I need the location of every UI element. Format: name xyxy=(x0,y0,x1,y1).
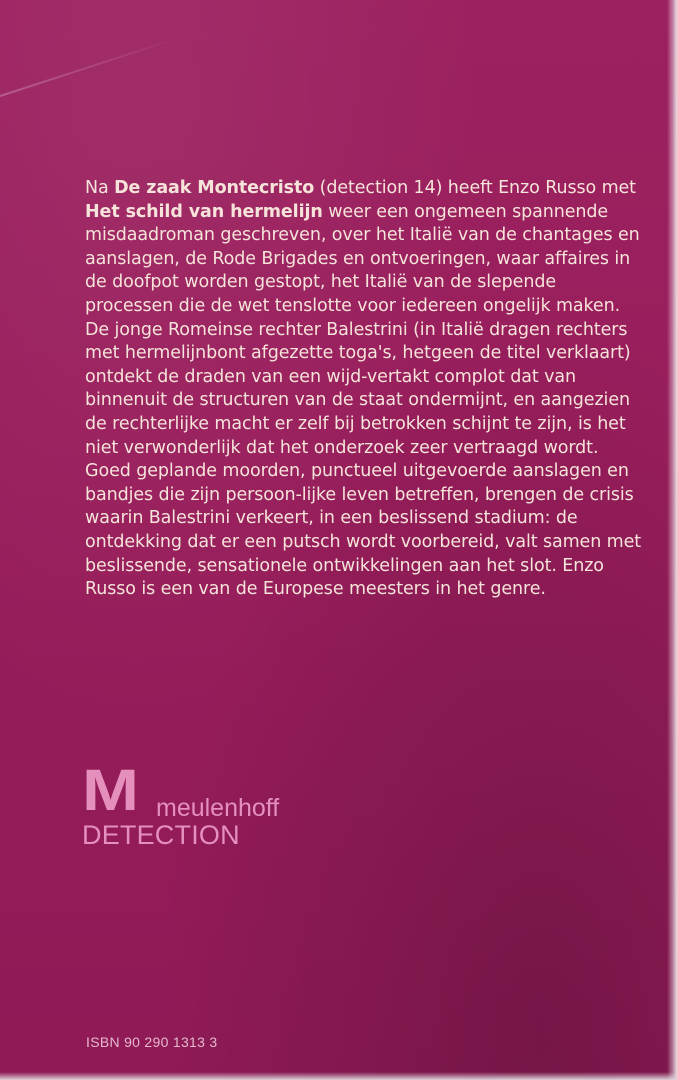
isbn-number: ISBN 90 290 1313 3 xyxy=(86,1034,218,1050)
page-edge-right xyxy=(667,0,677,1080)
blurb-paragraph-1 xyxy=(85,177,645,319)
blurb-text-run: Na xyxy=(85,178,115,198)
logo-publisher-name: meulenhoff xyxy=(156,794,280,822)
cover-crease xyxy=(0,36,181,97)
logo-letter: M xyxy=(82,758,140,823)
book-title: Het schild van hermelijn xyxy=(85,201,323,222)
publisher-logo xyxy=(82,758,342,857)
logo-series-name: DETECTION xyxy=(82,820,240,850)
page-edge-bottom xyxy=(0,1072,677,1080)
blurb-text xyxy=(85,177,645,602)
book-title-reference: De zaak Montecristo xyxy=(114,178,315,198)
blurb-text-run: (detection 14) heeft Enzo Russo met xyxy=(314,178,636,198)
blurb-text-run: weer een ongemeen spannende misdaadroman geschreven, over het Italië van de chantages en aanslagen, de Rode Brigades en ontvoeringen, waar affaires in de doofpot worden gestopt, het Italië van de slepende processen die de wet tenslotte voor iedereen ongelijk maken. xyxy=(85,201,640,316)
blurb-paragraph-2: De jonge Romeinse rechter Balestrini (in Italië dragen rechters met hermelijnbont afgezette toga's, hetgeen de titel verklaart) ontdekt de draden van een wijd-vertakt complot dat van binnenuit de structuren van de staat ondermijnt, en aangezien de rechterlijke macht er zelf bij betrokken schijnt te zijn, is het niet verwonderlijk dat het onderzoek zeer vertraagd wordt. Goed geplande moorden, punctueel uitgevoerde aanslagen en bandjes die zijn persoon-lijke leven betreffen, brengen de crisis waarin Balestrini verkeert, in een beslissend stadium: de ontdekking dat er een putsch wordt voorbereid, valt samen met beslissende, sensationele ontwikkelingen aan het slot. Enzo Russo is een van de Europese meesters in het genre. xyxy=(85,319,642,600)
